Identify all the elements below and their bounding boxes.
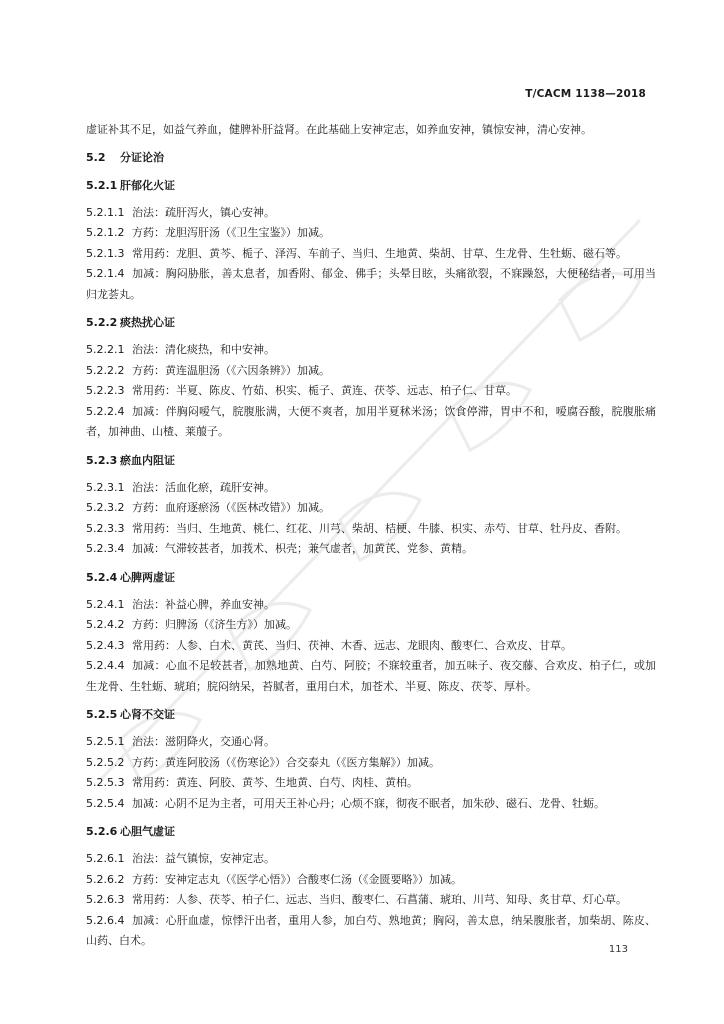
subsection-heading <box>86 822 656 842</box>
clause-number: 5.2.1.2 <box>86 226 125 239</box>
clause-text: 加减：气滞较甚者，加莪术、枳壳；兼气虚者，加黄芪、党参、黄精。 <box>132 542 473 555</box>
clause-item <box>86 539 656 560</box>
clause-number: 5.2.6.3 <box>86 893 125 906</box>
clause-number: 5.2.4.4 <box>86 659 125 672</box>
subsection-number: 5.2.1 <box>86 178 118 192</box>
clause-number: 5.2.2.2 <box>86 363 125 377</box>
clause-item <box>86 519 656 540</box>
subsection-title: 痰热扰心证 <box>120 316 175 329</box>
clause-text: 常用药：人参、茯苓、柏子仁、远志、当归、酸枣仁、石菖蒲、琥珀、川芎、知母、炙甘草、灯心草。 <box>132 893 627 906</box>
subsection-title: 瘀血内阻证 <box>120 453 175 467</box>
clause-text: 常用药：黄连、阿胶、黄芩、生地黄、白芍、肉桂、黄柏。 <box>132 776 418 789</box>
subsection-number: 5.2.4 <box>86 570 118 584</box>
clause-text: 加减：心阴不足为主者，可用天王补心丹；心烦不寐，彻夜不眠者，加朱砂、磁石、龙骨、牡蛎。 <box>132 796 605 810</box>
clause-text: 加减：心血不足较甚者，加熟地黄、白芍、阿胶；不寐较重者，加五味子、夜交藤、合欢皮、柏子仁，或加生龙骨、生牡蛎、琥珀；脘闷纳呆，苔腻者，重用白术，加苍术、半夏、陈皮、茯苓、厚朴。 <box>86 659 656 693</box>
subsection-heading <box>86 568 656 588</box>
clause-number: 5.2.5.4 <box>86 796 125 810</box>
clause-text: 方药：归脾汤（《济生方》）加减。 <box>132 618 297 631</box>
clause-text: 治法：补益心脾，养血安神。 <box>132 597 275 611</box>
clause-item <box>86 402 656 443</box>
clause-text: 常用药：龙胆、黄芩、栀子、泽泻、车前子、当归、生地黄、柴胡、甘草、生龙骨、生牡蛎、磁石等。 <box>132 246 627 260</box>
clause-item <box>86 773 656 794</box>
clause-text: 方药：安神定志丸（《医学心悟》）合酸枣仁汤（《金匮要略》）加减。 <box>132 872 462 886</box>
clause-text: 方药：龙胆泻肝汤（《卫生宝鉴》）加减。 <box>132 226 330 239</box>
subsection-title: 心胆气虚证 <box>120 825 175 838</box>
clause-item <box>86 794 656 815</box>
subsection-title: 心肾不交证 <box>120 708 175 721</box>
clause-number: 5.2.6.1 <box>86 852 125 865</box>
clause-item <box>86 203 656 224</box>
intro-paragraph: 虚证补其不足，如益气养血，健脾补肝益肾。在此基础上安神定志，如养血安神，镇惊安神，清心安神。 <box>86 123 592 136</box>
clause-text: 方药：黄连阿胶汤（《伤寒论》）合交泰丸（《医方集解》）加减。 <box>132 755 440 769</box>
clause-text: 加减：心肝血虚，惊悸汗出者，重用人参，加白芍、熟地黄；胸闷，善太息，纳呆腹胀者，加柴胡、陈皮、山药、白术。 <box>86 913 656 947</box>
clause-number: 5.2.3.2 <box>86 501 125 514</box>
clause-number: 5.2.3.4 <box>86 542 125 555</box>
clause-number: 5.2.1.3 <box>86 246 125 260</box>
clause-number: 5.2.6.4 <box>86 913 125 927</box>
section-heading <box>86 148 656 168</box>
clause-item <box>86 870 656 891</box>
clause-item <box>86 361 656 382</box>
clause-number: 5.2.2.3 <box>86 384 125 397</box>
clause-text: 治法：益气镇惊，安神定志。 <box>132 852 275 865</box>
clause-text: 方药：血府逐瘀汤（《医林改错》）加减。 <box>132 501 330 514</box>
clause-number: 5.2.5.2 <box>86 755 125 769</box>
clause-text: 常用药：半夏、陈皮、竹茹、枳实、栀子、黄连、茯苓、远志、柏子仁、甘草。 <box>132 384 517 397</box>
clause-text: 治法：滋阴降火，交通心肾。 <box>132 735 275 748</box>
clause-number: 5.2.2.1 <box>86 343 125 356</box>
clause-item <box>86 223 656 244</box>
section-number: 5.2 <box>86 150 106 164</box>
clause-number: 5.2.2.4 <box>86 404 125 418</box>
clause-item <box>86 340 656 361</box>
subsection-number: 5.2.2 <box>86 316 118 329</box>
clause-item <box>86 911 656 952</box>
subsection-title: 心脾两虚证 <box>120 570 175 584</box>
subsection-heading <box>86 313 656 333</box>
clause-text: 治法：清化痰热，和中安神。 <box>132 343 275 356</box>
clause-text: 加减：伴胸闷嗳气，脘腹胀满，大便不爽者，加用半夏秫米汤；饮食停滞，胃中不和，嗳腐吞酸，脘腹胀痛者，加神曲、山楂、莱菔子。 <box>86 404 656 438</box>
subsection-heading <box>86 705 656 725</box>
clause-item <box>86 381 656 402</box>
clause-number: 5.2.6.2 <box>86 872 125 886</box>
subsection-heading <box>86 176 656 196</box>
clause-number: 5.2.4.3 <box>86 638 125 652</box>
section-title: 分证论治 <box>120 150 164 164</box>
clause-number: 5.2.3.3 <box>86 521 125 535</box>
clause-number: 5.2.4.1 <box>86 597 125 611</box>
clause-number: 5.2.5.3 <box>86 776 125 789</box>
clause-text: 常用药：人参、白术、黄芪、当归、茯神、木香、远志、龙眼肉、酸枣仁、合欢皮、甘草。 <box>132 638 572 652</box>
subsection-title: 肝郁化火证 <box>120 178 175 192</box>
clause-item <box>86 656 656 697</box>
clause-item <box>86 264 656 305</box>
page-number: 113 <box>608 944 628 955</box>
standard-number: T/CACM 1138—2018 <box>525 88 646 100</box>
clause-number: 5.2.3.1 <box>86 480 125 494</box>
subsection-list <box>86 176 656 952</box>
main-content <box>86 120 656 952</box>
clause-item <box>86 753 656 774</box>
clause-item <box>86 478 656 499</box>
clause-text: 常用药：当归、生地黄、桃仁、红花、川芎、柴胡、桔梗、牛膝、枳实、赤芍、甘草、牡丹皮、香附。 <box>132 521 627 535</box>
clause-text: 加减：胸闷胁胀，善太息者，加香附、郁金、佛手；头晕目眩，头痛欲裂，不寐躁怒，大便秘结者，可用当归龙荟丸。 <box>86 267 656 301</box>
subsection-number: 5.2.3 <box>86 453 118 467</box>
clause-item <box>86 732 656 753</box>
subsection-number: 5.2.5 <box>86 708 118 721</box>
clause-number: 5.2.1.4 <box>86 267 125 280</box>
clause-item <box>86 595 656 616</box>
clause-text: 方药：黄连温胆汤（《六因条辨》）加减。 <box>132 363 330 377</box>
clause-item <box>86 849 656 870</box>
clause-number: 5.2.5.1 <box>86 735 125 748</box>
clause-number: 5.2.1.1 <box>86 205 125 219</box>
clause-item <box>86 498 656 519</box>
clause-text: 治法：疏肝泻火，镇心安神。 <box>132 205 275 219</box>
subsection-heading <box>86 451 656 471</box>
subsection-number: 5.2.6 <box>86 825 118 838</box>
clause-item <box>86 615 656 636</box>
clause-item <box>86 636 656 657</box>
clause-item <box>86 890 656 911</box>
clause-text: 治法：活血化瘀，疏肝安神。 <box>132 480 275 494</box>
clause-number: 5.2.4.2 <box>86 618 125 631</box>
clause-item <box>86 244 656 265</box>
